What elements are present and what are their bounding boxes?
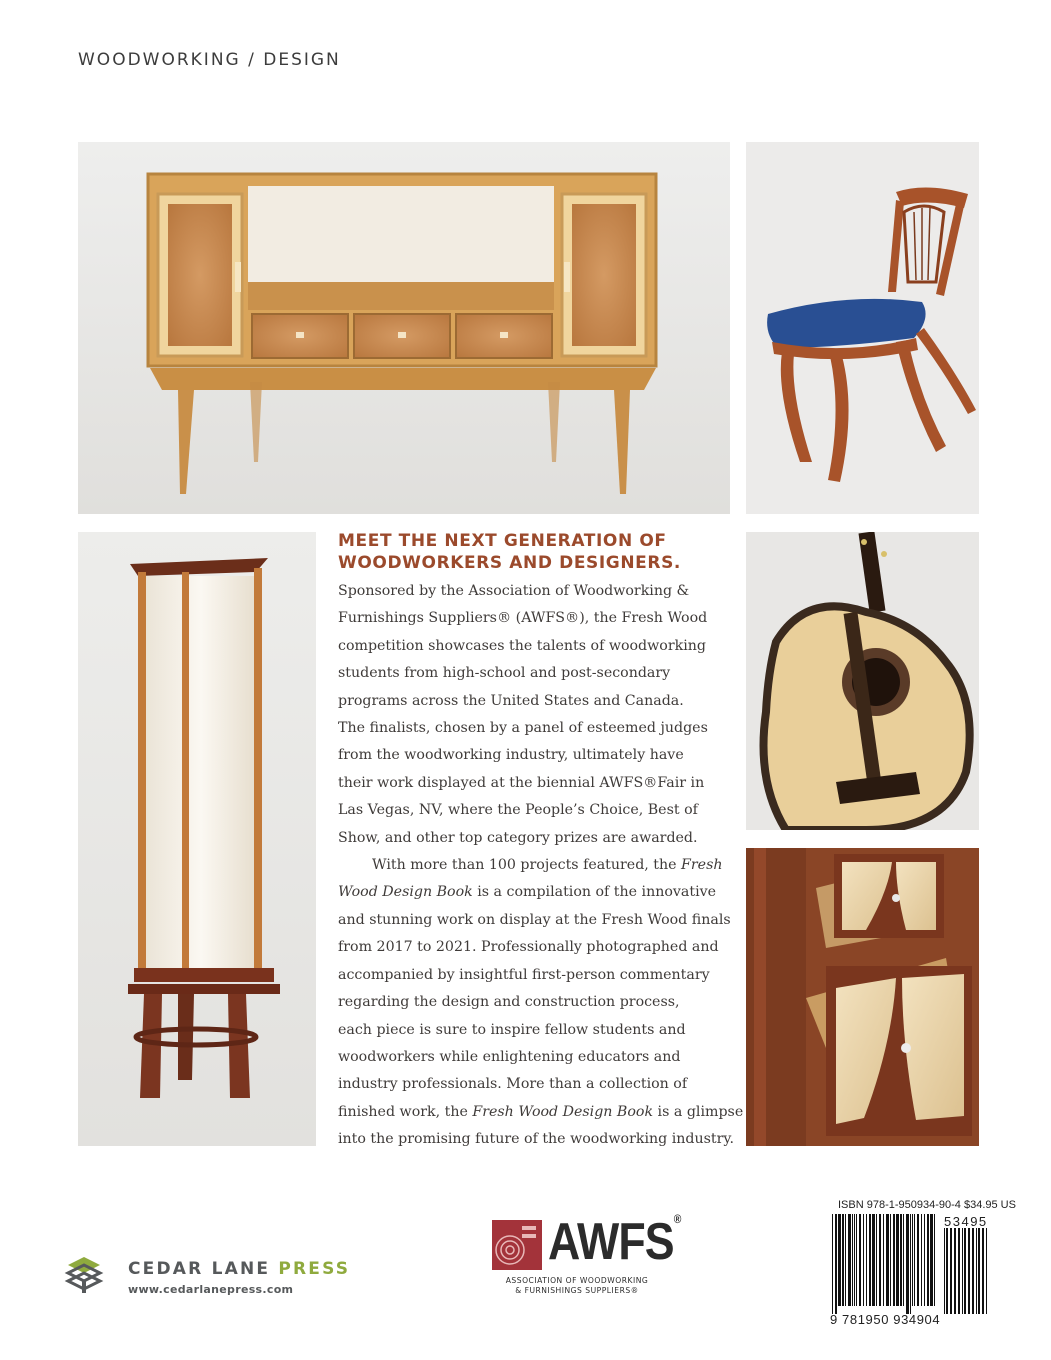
awfs-subtitle: ASSOCIATION OF WOODWORKING & FURNISHINGS SUPPLIERS® [505, 1276, 649, 1295]
barcode-ean-digits: 9 781950 934904 [830, 1312, 941, 1327]
barcode-bar [934, 1214, 935, 1306]
barcode-bar [903, 1214, 904, 1306]
body-line: industry professionals. More than a collection of [338, 1076, 688, 1093]
barcode-bar [859, 1214, 861, 1306]
headline-line: MEET THE NEXT GENERATION OF [338, 531, 667, 551]
barcode-bar [917, 1214, 919, 1306]
barcode-bar [896, 1214, 899, 1306]
barcode-bar [912, 1214, 913, 1306]
body-line: each piece is sure to inspire fellow students and [338, 1021, 686, 1038]
awfs-logo [490, 1212, 681, 1303]
body-line: programs across the United States and Canada. [338, 692, 684, 709]
body-line: The finalists, chosen by a panel of esteemed judges [338, 720, 708, 737]
barcode-bar [976, 1228, 977, 1314]
barcode-bar [893, 1214, 895, 1306]
publisher-name: CEDAR LANE PRESS [128, 1259, 351, 1279]
cedar-lane-logo-icon [64, 1255, 104, 1295]
barcode-bar [964, 1228, 966, 1314]
category-label: WOODWORKING / DESIGN [78, 50, 341, 70]
body-line: into the promising future of the woodworking industry. [338, 1131, 735, 1148]
barcode-bar [950, 1228, 952, 1314]
body-line: students from high-school and post-secondary [338, 665, 671, 682]
body-line: Furnishings Suppliers® (AWFS®), the Fresh Wood [338, 610, 708, 627]
lamp-photo [78, 532, 316, 1146]
isbn-price: ISBN 978-1-950934-90-4 $34.95 US [838, 1199, 1016, 1211]
barcode-bar [863, 1214, 864, 1306]
barcode-bar [962, 1228, 963, 1314]
barcode-bar [927, 1214, 929, 1306]
barcode-bar [854, 1214, 855, 1306]
barcode-bar [944, 1228, 945, 1314]
blurb-body [338, 578, 744, 1154]
barcode-bar [842, 1214, 844, 1306]
barcode-bar [910, 1214, 911, 1314]
barcode-bar [921, 1214, 922, 1306]
barcode-bar [978, 1228, 980, 1314]
body-line: accompanied by insightful first-person commentary [338, 966, 710, 983]
barcode-bar [968, 1228, 970, 1314]
barcode-addon-digits: 53495 [944, 1214, 988, 1229]
barcode-bar [883, 1214, 884, 1306]
barcode-bar [848, 1214, 851, 1306]
body-line: Sponsored by the Association of Woodworking & [338, 583, 690, 599]
body-line: woodworkers while enlightening educators and [338, 1048, 681, 1065]
headline-line: WOODWORKERS AND DESIGNERS. [338, 553, 681, 573]
barcode-bar [924, 1214, 925, 1306]
chair-photo [746, 142, 979, 514]
cabinet-photo [746, 848, 979, 1146]
barcode-bar [876, 1214, 877, 1306]
barcode-bar [958, 1228, 960, 1314]
body-line: their work displayed at the biennial AWFS®Fair in [338, 774, 705, 791]
barcode-bar [838, 1214, 841, 1306]
barcode-bar [972, 1228, 974, 1314]
body-line: finished work, the Fresh Wood Design Book is a glimpse [338, 1103, 744, 1120]
body-line: With more than 100 projects featured, the Fresh [372, 857, 723, 874]
barcode-bar [946, 1228, 948, 1314]
barcode-bar [914, 1214, 915, 1306]
body-line: regarding the design and construction process, [338, 994, 680, 1011]
body-line: Las Vegas, NV, where the People’s Choice, Best of [338, 802, 698, 819]
barcode-bar [906, 1214, 909, 1314]
publisher-url: www.cedarlanepress.com [128, 1283, 294, 1296]
awfs-wordmark: AWFS® [548, 1212, 681, 1271]
barcode-bar [900, 1214, 902, 1306]
body-line: from the woodworking industry, ultimately have [338, 747, 684, 764]
body-line: from 2017 to 2021. Professionally photographed and [338, 939, 719, 956]
body-line: Wood Design Book is a compilation of the innovative [338, 884, 717, 901]
barcode-bar [866, 1214, 867, 1306]
publisher-logo [64, 1255, 364, 1305]
barcode-bar [872, 1214, 875, 1306]
body-line: Show, and other top category prizes are awarded. [338, 829, 698, 846]
barcode-bar [982, 1228, 984, 1314]
barcode-bar [869, 1214, 871, 1306]
barcode-bar [856, 1214, 857, 1306]
barcode-bar [890, 1214, 891, 1306]
barcode-bar [852, 1214, 853, 1306]
guitar-photo [746, 532, 979, 830]
body-line: and stunning work on display at the Fresh Wood finals [338, 911, 731, 928]
barcode-bar [954, 1228, 956, 1314]
blurb-headline [338, 530, 738, 574]
barcode-bar [845, 1214, 846, 1306]
barcode-bar [835, 1214, 837, 1314]
awfs-emblem-icon [492, 1220, 542, 1270]
barcode-bar [886, 1214, 889, 1306]
barcode-bar [832, 1214, 833, 1314]
barcode-bar [986, 1228, 987, 1314]
barcode-bar [879, 1214, 881, 1306]
barcode-bar [930, 1214, 933, 1306]
body-line: competition showcases the talents of woodworking [338, 637, 706, 654]
sideboard-photo [78, 142, 730, 514]
